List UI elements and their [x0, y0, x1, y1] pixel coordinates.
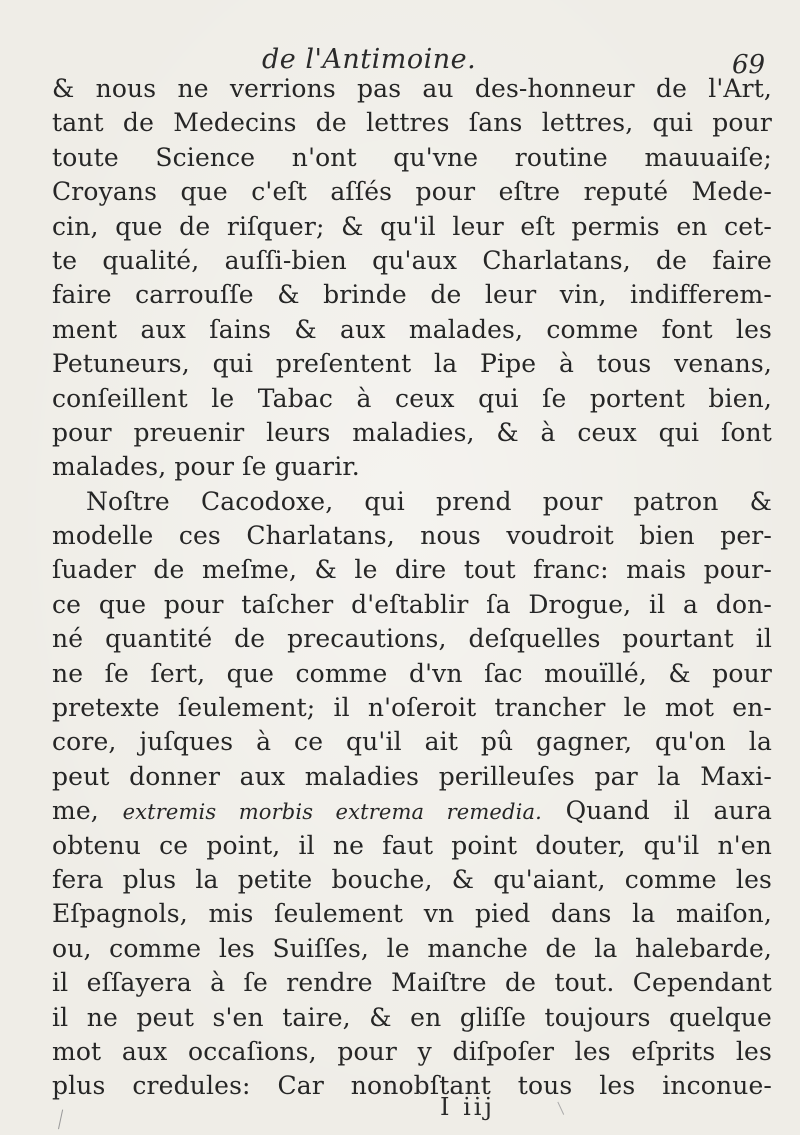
text-line: malades, pour ſe guarir.: [52, 452, 360, 482]
signature-mark: I iij: [440, 1093, 495, 1121]
page-number: 69: [732, 50, 766, 80]
text-line: obtenu ce point, il ne faut point douter, qu'il n'en: [52, 830, 772, 860]
text-line: ne ſe ſert, que comme d'vn ſac mouïllé, & pour: [52, 658, 772, 688]
text-line: cin, que de riſquer; & qu'il leur eſt permis en cet-: [52, 211, 772, 241]
text-line: te qualité, auſſi-bien qu'aux Charlatans, de faire: [52, 245, 772, 275]
text-line: plus credules: Car nonobſtant tous les inconue-: [52, 1071, 772, 1101]
body-text: [52, 72, 772, 1104]
text-line: Croyans que c'eſt aſſés pour eſtre reputé Mede-: [52, 177, 772, 207]
text-line: né quantité de precautions, deſquelles pourtant il: [52, 624, 772, 654]
text-line: me, extremis morbis extrema remedia. Quand il aura: [52, 796, 772, 826]
text-line: & nous ne verrions pas au des-honneur de l'Art,: [52, 74, 772, 103]
text-line: ou, comme les Suiſſes, le manche de la halebarde,: [52, 933, 772, 963]
text-line: core, juſques à ce qu'il ait pû gagner, qu'on la: [52, 727, 772, 757]
text-line: toute Science n'ont qu'vne routine mauuaiſe;: [52, 142, 772, 172]
text-line: ſuader de meſme, & le dire tout franc: mais pour-: [52, 555, 772, 585]
text-line: peut donner aux maladies perilleuſes par la Maxi-: [52, 761, 772, 791]
text-line: pour preuenir leurs maladies, & à ceux qui ſont: [52, 417, 772, 447]
text-line: conſeillent le Tabac à ceux qui ſe portent bien,: [52, 383, 772, 413]
text-line: faire carrouſſe & brinde de leur vin, indifferem-: [52, 280, 772, 310]
text-line: il eſſayera à ſe rendre Maiſtre de tout. Cependant: [52, 968, 772, 998]
text-line: Noſtre Cacodoxe, qui prend pour patron &: [86, 486, 772, 516]
text-line: tant de Medecins de lettres ſans lettres, qui pour: [52, 108, 772, 138]
text-line: mot aux occaſions, pour y diſpoſer les eſprits les: [52, 1036, 772, 1066]
text-line: ment aux ſains & aux malades, comme font les: [52, 314, 772, 344]
running-title: de l'Antimoine.: [262, 44, 477, 75]
text-line: fera plus la petite bouche, & qu'aiant, comme les: [52, 864, 772, 894]
text-line: Eſpagnols, mis ſeulement vn pied dans la maiſon,: [52, 899, 772, 929]
margin-mark: [58, 1109, 69, 1130]
text-line: il ne peut s'en taire, & en gliſſe toujours quelque: [52, 1002, 772, 1032]
text-line: pretexte ſeulement; il n'oſeroit trancher le mot en-: [52, 693, 772, 723]
latin-maxim: extremis morbis extrema remedia.: [122, 800, 542, 825]
text-line: ce que pour taſcher d'eſtablir ſa Drogue, il a don-: [52, 589, 772, 619]
text-line: Petuneurs, qui preſentent la Pipe à tous venans,: [52, 349, 772, 379]
text-line: modelle ces Charlatans, nous voudroit bien per-: [52, 521, 772, 551]
